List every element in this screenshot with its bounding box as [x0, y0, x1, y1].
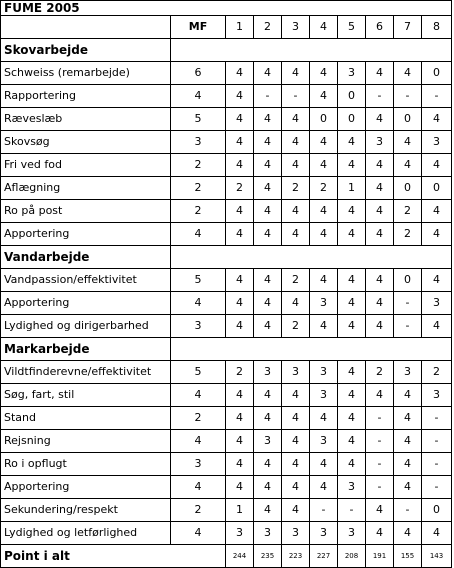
mf-value: 5 [171, 361, 226, 384]
score-dog-1: 4 [226, 269, 254, 292]
score-dog-3: 4 [282, 108, 310, 131]
score-dog-3: 4 [282, 453, 310, 476]
score-dog-7: 0 [394, 177, 422, 200]
score-dog-3: 4 [282, 62, 310, 85]
score-dog-6: 3 [366, 131, 394, 154]
score-dog-4: 3 [310, 430, 338, 453]
criterion-label: Sekundering/respekt [1, 499, 171, 522]
score-dog-8: - [422, 453, 452, 476]
score-dog-7: 4 [394, 131, 422, 154]
score-dog-1: 4 [226, 131, 254, 154]
score-dog-3: 2 [282, 177, 310, 200]
score-dog-5: 4 [338, 223, 366, 246]
score-dog-2: - [254, 85, 282, 108]
criterion-label: Vildtfinderevne/effektivitet [1, 361, 171, 384]
score-dog-7: 4 [394, 430, 422, 453]
mf-value: 2 [171, 407, 226, 430]
column-header-dog-2: 2 [254, 16, 282, 39]
score-dog-5: 3 [338, 476, 366, 499]
column-header-dog-3: 3 [282, 16, 310, 39]
score-dog-8: 4 [422, 200, 452, 223]
criterion-label: Ro på post [1, 200, 171, 223]
score-dog-5: 4 [338, 154, 366, 177]
score-dog-8: 4 [422, 108, 452, 131]
score-dog-2: 3 [254, 361, 282, 384]
score-dog-2: 4 [254, 292, 282, 315]
score-dog-7: - [394, 499, 422, 522]
score-dog-2: 4 [254, 476, 282, 499]
mf-value: 2 [171, 154, 226, 177]
table-row [1, 85, 452, 108]
mf-value: 3 [171, 131, 226, 154]
score-dog-7: - [394, 85, 422, 108]
score-dog-7: - [394, 292, 422, 315]
column-header-label [1, 16, 171, 39]
score-dog-4: 4 [310, 85, 338, 108]
score-dog-4: 3 [310, 522, 338, 545]
score-dog-4: 4 [310, 453, 338, 476]
score-dog-1: 4 [226, 292, 254, 315]
score-dog-1: 4 [226, 200, 254, 223]
table-row [1, 154, 452, 177]
score-dog-6: - [366, 430, 394, 453]
table-row [1, 499, 452, 522]
score-dog-2: 4 [254, 154, 282, 177]
mf-value: 2 [171, 499, 226, 522]
score-dog-4: 3 [310, 361, 338, 384]
score-dog-4: 4 [310, 407, 338, 430]
score-dog-8: 0 [422, 177, 452, 200]
score-dog-5: 4 [338, 430, 366, 453]
criterion-label: Apportering [1, 223, 171, 246]
score-dog-1: 3 [226, 522, 254, 545]
table-row [1, 269, 452, 292]
table-row [1, 476, 452, 499]
score-dog-3: 4 [282, 384, 310, 407]
score-dog-5: 4 [338, 315, 366, 338]
score-dog-1: 4 [226, 108, 254, 131]
criterion-label: Ro i opflugt [1, 453, 171, 476]
score-dog-8: 0 [422, 499, 452, 522]
score-dog-4: 4 [310, 223, 338, 246]
score-dog-8: 2 [422, 361, 452, 384]
score-dog-4: - [310, 499, 338, 522]
table-row [1, 430, 452, 453]
score-dog-7: 0 [394, 108, 422, 131]
score-dog-6: 4 [366, 177, 394, 200]
score-dog-6: - [366, 476, 394, 499]
score-dog-7: 2 [394, 223, 422, 246]
mf-value: 5 [171, 108, 226, 131]
score-dog-7: 4 [394, 453, 422, 476]
table-row [1, 223, 452, 246]
criterion-label: Lydighed og letførlighed [1, 522, 171, 545]
score-dog-6: 4 [366, 384, 394, 407]
total-dog-8: 143 [422, 545, 452, 568]
score-dog-4: 4 [310, 131, 338, 154]
criterion-label: Schweiss (remarbejde) [1, 62, 171, 85]
criterion-label: Skovsøg [1, 131, 171, 154]
criterion-label: Apportering [1, 476, 171, 499]
score-dog-3: 4 [282, 200, 310, 223]
total-row [1, 545, 452, 568]
score-dog-2: 4 [254, 269, 282, 292]
score-dog-4: 4 [310, 154, 338, 177]
mf-value: 4 [171, 223, 226, 246]
score-dog-5: 4 [338, 269, 366, 292]
mf-value: 6 [171, 62, 226, 85]
sheet-title: FUME 2005 [1, 1, 452, 16]
criterion-label: Søg, fart, stil [1, 384, 171, 407]
score-dog-2: 4 [254, 108, 282, 131]
score-dog-1: 4 [226, 154, 254, 177]
score-dog-4: 4 [310, 62, 338, 85]
table-row [1, 522, 452, 545]
column-header-dog-7: 7 [394, 16, 422, 39]
score-dog-4: 4 [310, 315, 338, 338]
score-dog-5: 4 [338, 131, 366, 154]
score-dog-6: - [366, 407, 394, 430]
mf-value: 3 [171, 453, 226, 476]
column-header-row [1, 16, 452, 39]
score-dog-8: - [422, 85, 452, 108]
score-dog-8: 4 [422, 315, 452, 338]
column-header-dog-5: 5 [338, 16, 366, 39]
score-dog-7: 0 [394, 269, 422, 292]
column-header-dog-8: 8 [422, 16, 452, 39]
criterion-label: Rapportering [1, 85, 171, 108]
table-row [1, 131, 452, 154]
score-dog-6: 4 [366, 269, 394, 292]
score-dog-2: 4 [254, 315, 282, 338]
score-dog-6: 4 [366, 499, 394, 522]
score-dog-3: 2 [282, 315, 310, 338]
score-dog-5: 1 [338, 177, 366, 200]
score-dog-6: 4 [366, 200, 394, 223]
total-dog-4: 227 [310, 545, 338, 568]
total-dog-7: 155 [394, 545, 422, 568]
total-dog-1: 244 [226, 545, 254, 568]
score-dog-5: 4 [338, 453, 366, 476]
score-dog-5: 4 [338, 200, 366, 223]
score-dog-4: 4 [310, 476, 338, 499]
total-label: Point i alt [1, 545, 226, 568]
mf-value: 5 [171, 269, 226, 292]
score-dog-2: 3 [254, 430, 282, 453]
score-dog-6: 4 [366, 223, 394, 246]
score-dog-5: 4 [338, 384, 366, 407]
score-dog-3: 4 [282, 223, 310, 246]
score-dog-7: 4 [394, 522, 422, 545]
score-dog-1: 4 [226, 85, 254, 108]
score-table-body [1, 1, 452, 568]
score-dog-6: 4 [366, 315, 394, 338]
score-dog-1: 2 [226, 361, 254, 384]
title-row [1, 1, 452, 16]
score-dog-8: - [422, 407, 452, 430]
score-dog-6: 4 [366, 62, 394, 85]
score-dog-2: 4 [254, 62, 282, 85]
score-dog-3: 2 [282, 269, 310, 292]
column-header-dog-1: 1 [226, 16, 254, 39]
total-dog-5: 208 [338, 545, 366, 568]
score-dog-7: 4 [394, 384, 422, 407]
criterion-label: Ræveslæb [1, 108, 171, 131]
score-dog-4: 3 [310, 384, 338, 407]
score-dog-2: 4 [254, 407, 282, 430]
score-dog-3: 4 [282, 476, 310, 499]
column-header-dog-6: 6 [366, 16, 394, 39]
column-header-dog-4: 4 [310, 16, 338, 39]
score-dog-6: - [366, 85, 394, 108]
score-dog-2: 4 [254, 453, 282, 476]
score-dog-3: 4 [282, 154, 310, 177]
score-dog-1: 4 [226, 430, 254, 453]
score-dog-2: 4 [254, 131, 282, 154]
table-row [1, 108, 452, 131]
score-dog-1: 4 [226, 384, 254, 407]
score-dog-8: - [422, 430, 452, 453]
score-dog-8: 0 [422, 62, 452, 85]
criterion-label: Aflægning [1, 177, 171, 200]
score-dog-5: 4 [338, 361, 366, 384]
section-title: Vandarbejde [1, 246, 171, 269]
score-dog-1: 4 [226, 476, 254, 499]
criterion-label: Fri ved fod [1, 154, 171, 177]
table-row [1, 62, 452, 85]
score-dog-3: 3 [282, 361, 310, 384]
score-dog-7: 4 [394, 407, 422, 430]
score-dog-7: 2 [394, 200, 422, 223]
criterion-label: Lydighed og dirigerbarhed [1, 315, 171, 338]
score-dog-8: 4 [422, 154, 452, 177]
section-header-row [1, 246, 452, 269]
score-dog-5: 4 [338, 292, 366, 315]
table-row [1, 200, 452, 223]
score-dog-3: 4 [282, 407, 310, 430]
score-dog-6: 2 [366, 361, 394, 384]
score-dog-7: 4 [394, 62, 422, 85]
section-header-filler [171, 338, 452, 361]
section-header-row [1, 338, 452, 361]
score-dog-1: 2 [226, 177, 254, 200]
mf-value: 4 [171, 384, 226, 407]
score-dog-7: 3 [394, 361, 422, 384]
score-dog-1: 4 [226, 453, 254, 476]
table-row [1, 407, 452, 430]
score-dog-6: - [366, 453, 394, 476]
score-dog-8: 3 [422, 292, 452, 315]
total-dog-3: 223 [282, 545, 310, 568]
score-dog-4: 2 [310, 177, 338, 200]
score-dog-4: 4 [310, 269, 338, 292]
score-dog-2: 4 [254, 200, 282, 223]
score-dog-3: 4 [282, 499, 310, 522]
score-dog-1: 4 [226, 407, 254, 430]
score-dog-6: 4 [366, 108, 394, 131]
mf-value: 4 [171, 85, 226, 108]
section-header-filler [171, 39, 452, 62]
score-dog-1: 1 [226, 499, 254, 522]
table-row [1, 177, 452, 200]
table-row [1, 292, 452, 315]
mf-value: 2 [171, 177, 226, 200]
score-dog-7: 4 [394, 154, 422, 177]
score-dog-3: 4 [282, 430, 310, 453]
score-dog-5: 3 [338, 62, 366, 85]
mf-value: 4 [171, 476, 226, 499]
score-dog-6: 4 [366, 292, 394, 315]
mf-value: 4 [171, 522, 226, 545]
score-dog-3: 4 [282, 131, 310, 154]
total-dog-6: 191 [366, 545, 394, 568]
score-dog-8: 3 [422, 384, 452, 407]
score-dog-1: 4 [226, 223, 254, 246]
score-dog-4: 4 [310, 200, 338, 223]
table-row [1, 361, 452, 384]
criterion-label: Apportering [1, 292, 171, 315]
score-dog-1: 4 [226, 315, 254, 338]
table-row [1, 315, 452, 338]
score-dog-8: - [422, 476, 452, 499]
score-dog-1: 4 [226, 62, 254, 85]
score-dog-4: 0 [310, 108, 338, 131]
section-header-row [1, 39, 452, 62]
table-row [1, 384, 452, 407]
score-dog-2: 3 [254, 522, 282, 545]
score-dog-2: 4 [254, 177, 282, 200]
table-row [1, 453, 452, 476]
score-dog-2: 4 [254, 384, 282, 407]
score-dog-6: 4 [366, 522, 394, 545]
score-dog-8: 4 [422, 223, 452, 246]
mf-value: 3 [171, 315, 226, 338]
column-header-mf: MF [171, 16, 226, 39]
section-header-filler [171, 246, 452, 269]
score-dog-3: - [282, 85, 310, 108]
score-dog-2: 4 [254, 223, 282, 246]
criterion-label: Vandpassion/effektivitet [1, 269, 171, 292]
score-dog-5: 0 [338, 85, 366, 108]
total-dog-2: 235 [254, 545, 282, 568]
mf-value: 2 [171, 200, 226, 223]
score-dog-8: 4 [422, 269, 452, 292]
score-dog-5: 0 [338, 108, 366, 131]
criterion-label: Rejsning [1, 430, 171, 453]
criterion-label: Stand [1, 407, 171, 430]
score-dog-7: - [394, 315, 422, 338]
section-title: Markarbejde [1, 338, 171, 361]
score-dog-3: 3 [282, 522, 310, 545]
score-dog-4: 3 [310, 292, 338, 315]
score-dog-8: 4 [422, 522, 452, 545]
mf-value: 4 [171, 430, 226, 453]
mf-value: 4 [171, 292, 226, 315]
score-dog-5: 3 [338, 522, 366, 545]
score-dog-3: 4 [282, 292, 310, 315]
score-dog-7: 4 [394, 476, 422, 499]
score-dog-5: - [338, 499, 366, 522]
score-dog-6: 4 [366, 154, 394, 177]
score-dog-5: 4 [338, 407, 366, 430]
section-title: Skovarbejde [1, 39, 171, 62]
score-dog-2: 4 [254, 499, 282, 522]
score-dog-8: 3 [422, 131, 452, 154]
